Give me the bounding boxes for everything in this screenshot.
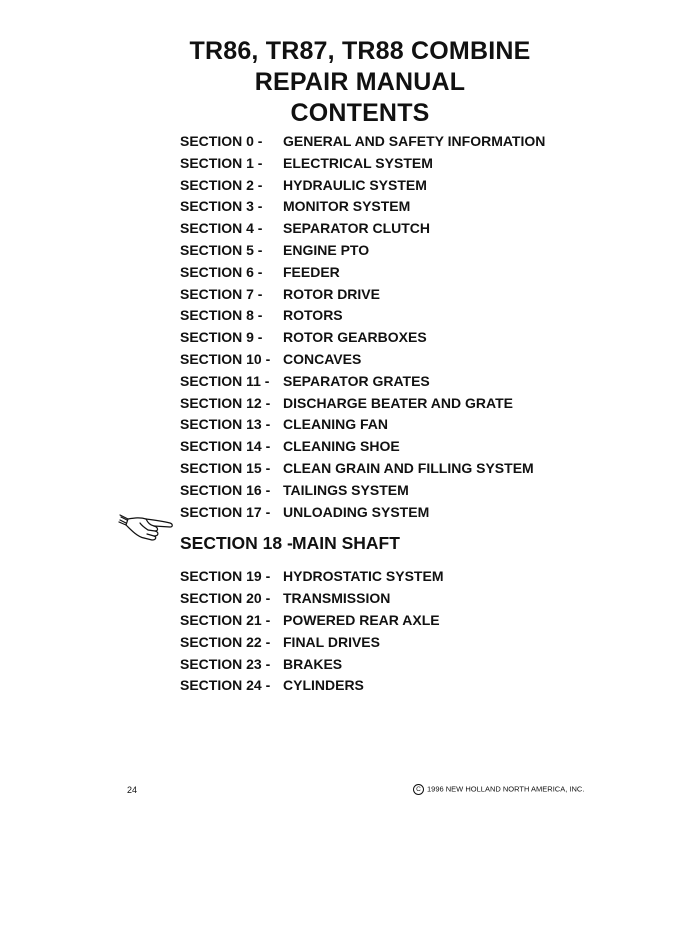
section-name: ROTOR DRIVE (283, 285, 380, 302)
section-name: ELECTRICAL SYSTEM (283, 154, 433, 171)
section-number: SECTION 22 - (180, 633, 271, 650)
section-number: SECTION 4 - (180, 220, 263, 237)
contents-list (180, 131, 600, 697)
section-name: CONCAVES (283, 350, 362, 367)
toc-item[interactable] (180, 131, 600, 153)
section-name: SEPARATOR GRATES (283, 372, 430, 389)
toc-item[interactable] (180, 480, 600, 502)
section-name: BRAKES (283, 655, 343, 672)
toc-item[interactable] (180, 305, 600, 327)
section-name: UNLOADING SYSTEM (283, 503, 430, 520)
toc-item[interactable] (180, 371, 600, 393)
toc-item[interactable] (180, 153, 600, 175)
page-number: 24 (127, 785, 138, 795)
toc-item[interactable] (180, 588, 600, 610)
toc-item[interactable] (180, 284, 600, 306)
title-line-1: TR86, TR87, TR88 COMBINE (189, 37, 531, 65)
toc-item[interactable] (180, 502, 600, 524)
section-number: SECTION 9 - (180, 329, 263, 346)
toc-item[interactable] (180, 218, 600, 240)
section-number: SECTION 18 - (180, 533, 293, 554)
toc-item[interactable] (180, 458, 600, 480)
toc-item[interactable] (180, 262, 600, 284)
section-name: POWERED REAR AXLE (283, 611, 440, 628)
section-number: SECTION 2 - (180, 176, 263, 193)
section-name: CLEAN GRAIN AND FILLING SYSTEM (283, 459, 534, 476)
section-number: SECTION 7 - (180, 285, 263, 302)
section-name: HYDRAULIC SYSTEM (283, 176, 427, 193)
toc-item[interactable] (180, 196, 600, 218)
pointing-hand-icon (118, 509, 176, 545)
section-name: DISCHARGE BEATER AND GRATE (283, 394, 513, 411)
section-name: ENGINE PTO (283, 241, 370, 258)
section-number: SECTION 13 - (180, 416, 271, 433)
copyright-text: 1996 NEW HOLLAND NORTH AMERICA, INC. (427, 784, 585, 794)
toc-item[interactable] (180, 175, 600, 197)
section-number: SECTION 23 - (180, 655, 271, 672)
section-number: SECTION 12 - (180, 394, 271, 411)
section-name: SEPARATOR CLUTCH (283, 220, 430, 237)
section-number: SECTION 24 - (180, 677, 271, 694)
section-name: ROTOR GEARBOXES (283, 329, 427, 346)
section-name: CLEANING FAN (283, 416, 388, 433)
section-name: MONITOR SYSTEM (283, 198, 411, 215)
section-number: SECTION 5 - (180, 241, 263, 258)
section-number: SECTION 10 - (180, 350, 271, 367)
copyright-notice (413, 784, 584, 795)
section-number: SECTION 20 - (180, 590, 271, 607)
manual-title (150, 36, 570, 129)
toc-item[interactable] (180, 240, 600, 262)
toc-item[interactable] (180, 414, 600, 436)
section-name: FEEDER (283, 263, 340, 280)
title-line-3: CONTENTS (290, 99, 430, 127)
section-number: SECTION 0 - (180, 133, 263, 149)
toc-item[interactable] (180, 654, 600, 676)
toc-item[interactable] (180, 675, 600, 697)
section-number: SECTION 19 - (180, 568, 271, 585)
toc-item[interactable] (180, 610, 600, 632)
toc-item[interactable] (180, 393, 600, 415)
title-line-2: REPAIR MANUAL (254, 68, 466, 96)
section-number: SECTION 17 - (180, 503, 271, 520)
section-name: CLEANING SHOE (283, 438, 400, 455)
section-number: SECTION 3 - (180, 198, 263, 215)
section-number: SECTION 15 - (180, 459, 271, 476)
toc-item[interactable] (180, 632, 600, 654)
section-name: ROTORS (283, 307, 343, 324)
copyright-symbol: C (413, 784, 424, 795)
section-number: SECTION 21 - (180, 611, 271, 628)
toc-item[interactable] (180, 349, 600, 371)
section-number: SECTION 1 - (180, 154, 263, 171)
section-name: TRANSMISSION (283, 590, 391, 607)
section-number: SECTION 11 - (180, 372, 270, 389)
section-number: SECTION 6 - (180, 263, 263, 280)
section-name: TAILINGS SYSTEM (283, 481, 409, 498)
toc-item[interactable] (180, 566, 600, 588)
section-number: SECTION 16 - (180, 481, 271, 498)
toc-item[interactable] (180, 436, 600, 458)
section-name: FINAL DRIVES (283, 633, 380, 650)
section-name: CYLINDERS (283, 677, 364, 694)
section-number: SECTION 8 - (180, 307, 263, 324)
toc-item-current[interactable] (180, 523, 600, 566)
section-name: GENERAL AND SAFETY INFORMATION (283, 133, 546, 149)
section-name: HYDROSTATIC SYSTEM (283, 568, 444, 585)
section-number: SECTION 14 - (180, 438, 271, 455)
toc-item[interactable] (180, 327, 600, 349)
section-name: MAIN SHAFT (292, 533, 400, 554)
